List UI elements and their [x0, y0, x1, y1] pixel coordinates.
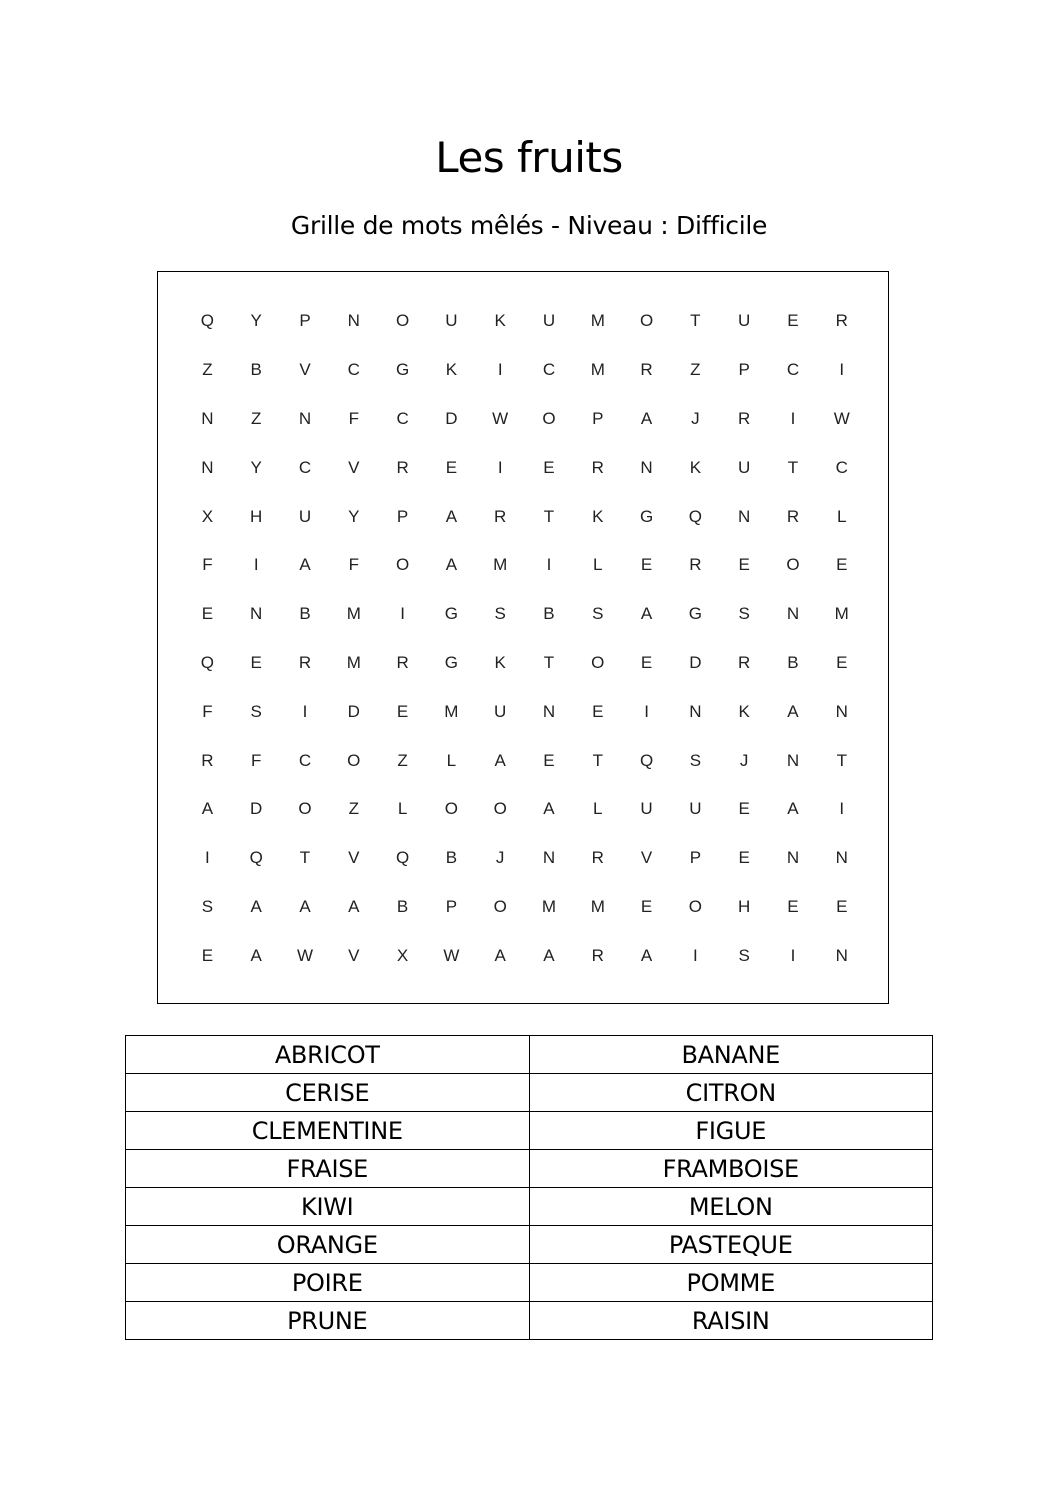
grid-letter[interactable]: Z [397, 750, 408, 770]
grid-letter[interactable]: L [446, 750, 457, 770]
grid-letter[interactable]: T [299, 848, 311, 868]
grid-letter[interactable]: N [640, 457, 653, 477]
grid-letter[interactable]: K [494, 311, 506, 331]
grid-letter[interactable]: O [639, 311, 654, 331]
grid-letter[interactable]: E [201, 945, 214, 965]
grid-letter[interactable]: E [738, 799, 750, 819]
word-list-item: PRUNE [126, 1302, 530, 1340]
grid-letter[interactable]: P [396, 506, 409, 526]
grid-letter[interactable]: Q [395, 848, 410, 868]
grid-letter[interactable]: E [543, 750, 555, 770]
grid-letter[interactable]: F [202, 555, 213, 575]
grid-letter[interactable]: R [298, 652, 312, 672]
grid-letter[interactable]: C [298, 750, 312, 770]
word-list-row [126, 1264, 933, 1302]
grid-letter[interactable]: I [302, 701, 308, 721]
grid-letter[interactable]: S [689, 750, 702, 770]
grid-letter[interactable]: E [396, 701, 409, 721]
grid-letter[interactable]: G [688, 604, 702, 624]
grid-letter[interactable]: Q [688, 506, 702, 526]
grid-letter[interactable]: P [299, 311, 311, 331]
grid-letter[interactable]: I [400, 604, 405, 624]
page-title: Les fruits [435, 133, 623, 182]
grid-letter[interactable]: A [445, 506, 458, 526]
grid-letter[interactable]: I [546, 555, 552, 575]
grid-letter[interactable]: K [445, 360, 458, 380]
grid-letter[interactable]: S [494, 604, 506, 624]
grid-letter[interactable]: E [640, 652, 653, 672]
grid-letter[interactable]: A [201, 799, 214, 819]
word-list-item: CERISE [126, 1074, 530, 1112]
grid-letter[interactable]: Z [202, 360, 213, 380]
grid-letter[interactable]: N [201, 408, 214, 428]
grid-letter[interactable]: D [250, 799, 263, 819]
word-list-row [126, 1150, 933, 1188]
grid-letter[interactable]: V [348, 457, 360, 477]
word-search-grid [183, 297, 866, 980]
grid-letter[interactable]: A [787, 701, 799, 721]
grid-letter[interactable]: Q [200, 652, 215, 672]
word-list-item: FRAISE [126, 1150, 530, 1188]
grid-letter[interactable]: S [738, 945, 750, 965]
grid-letter[interactable]: T [592, 750, 603, 770]
grid-letter[interactable]: E [836, 652, 848, 672]
grid-letter[interactable]: E [543, 457, 555, 477]
grid-letter[interactable]: A [299, 555, 311, 575]
grid-letter[interactable]: M [541, 896, 557, 916]
grid-letter[interactable]: T [543, 506, 555, 526]
grid-letter[interactable]: A [640, 408, 653, 428]
word-list-row [126, 1036, 933, 1074]
grid-letter[interactable]: E [640, 555, 653, 575]
grid-letter[interactable]: O [444, 799, 458, 819]
word-list-item: ABRICOT [126, 1036, 530, 1074]
grid-letter[interactable]: A [640, 604, 653, 624]
grid-letter[interactable]: T [836, 750, 847, 770]
grid-letter[interactable]: O [591, 652, 605, 672]
grid-letter[interactable]: S [250, 701, 262, 721]
grid-letter[interactable]: V [348, 848, 360, 868]
grid-letter[interactable]: Z [251, 408, 262, 428]
grid-letter[interactable]: L [593, 799, 603, 819]
grid-letter[interactable]: M [346, 652, 361, 672]
grid-letter[interactable]: P [738, 360, 750, 380]
grid-letter[interactable]: F [202, 701, 213, 721]
grid-letter[interactable]: E [836, 896, 848, 916]
grid-letter[interactable]: C [542, 360, 556, 380]
grid-letter[interactable]: M [493, 555, 508, 575]
grid-letter[interactable]: I [205, 848, 210, 868]
grid-letter[interactable]: Z [690, 360, 701, 380]
grid-letter[interactable]: N [835, 701, 848, 721]
grid-letter[interactable]: A [494, 945, 506, 965]
grid-letter[interactable]: E [445, 457, 458, 477]
grid-letter[interactable]: P [445, 896, 458, 916]
word-list-item: CITRON [529, 1074, 933, 1112]
grid-letter[interactable]: T [543, 652, 555, 672]
grid-letter[interactable]: R [591, 848, 604, 868]
grid-letter[interactable]: I [790, 945, 796, 965]
grid-letter[interactable]: N [542, 848, 556, 868]
grid-letter[interactable]: C [298, 457, 312, 477]
grid-letter[interactable]: R [201, 750, 214, 770]
grid-letter[interactable]: B [543, 604, 555, 624]
grid-letter[interactable]: O [542, 408, 556, 428]
grid-letter[interactable]: O [493, 799, 507, 819]
grid-letter[interactable]: T [787, 457, 799, 477]
grid-letter[interactable]: R [738, 408, 751, 428]
grid-letter[interactable]: B [299, 604, 311, 624]
grid-letter[interactable]: O [395, 311, 410, 331]
word-list-item: CLEMENTINE [126, 1112, 530, 1150]
grid-letter[interactable]: C [786, 360, 800, 380]
grid-letter[interactable]: I [839, 360, 845, 380]
grid-letter[interactable]: R [689, 555, 702, 575]
grid-letter[interactable]: K [689, 457, 702, 477]
grid-letter[interactable]: N [542, 701, 556, 721]
grid-letter[interactable]: F [348, 555, 359, 575]
grid-letter[interactable]: G [395, 360, 410, 380]
grid-letter[interactable]: O [347, 750, 361, 770]
grid-letter[interactable]: H [250, 506, 263, 526]
grid-letter[interactable]: H [738, 896, 751, 916]
grid-letter[interactable]: U [640, 799, 653, 819]
grid-letter[interactable]: E [592, 701, 604, 721]
grid-letter[interactable]: G [639, 506, 654, 526]
grid-letter[interactable]: E [787, 311, 799, 331]
word-list-table [125, 1035, 933, 1340]
word-list-item: RAISIN [529, 1302, 933, 1340]
grid-letter[interactable]: L [397, 799, 408, 819]
grid-letter[interactable]: C [835, 457, 848, 477]
grid-letter[interactable]: U [738, 311, 751, 331]
page-subtitle: Grille de mots mêlés - Niveau : Difficile [290, 211, 768, 240]
grid-letter[interactable]: R [396, 652, 409, 672]
grid-letter[interactable]: R [396, 457, 409, 477]
grid-letter[interactable]: S [738, 604, 750, 624]
grid-letter[interactable]: J [495, 848, 505, 868]
grid-letter[interactable]: D [689, 652, 702, 672]
grid-letter[interactable]: K [494, 652, 506, 672]
grid-letter[interactable]: O [786, 555, 800, 575]
grid-letter[interactable]: S [592, 604, 604, 624]
grid-letter[interactable]: M [590, 896, 605, 916]
grid-letter[interactable]: X [396, 945, 409, 965]
grid-letter[interactable]: R [738, 652, 751, 672]
grid-letter[interactable]: E [201, 604, 214, 624]
grid-letter[interactable]: N [786, 848, 800, 868]
word-list-item: MELON [529, 1188, 933, 1226]
grid-letter[interactable]: D [445, 408, 458, 428]
grid-letter[interactable]: A [640, 945, 653, 965]
grid-letter[interactable]: U [298, 506, 312, 526]
grid-letter[interactable]: N [201, 457, 214, 477]
word-list-row [126, 1226, 933, 1264]
grid-letter[interactable]: K [592, 506, 604, 526]
grid-letter[interactable]: G [444, 652, 458, 672]
grid-letter[interactable]: I [497, 457, 503, 477]
grid-letter[interactable]: F [348, 408, 359, 428]
grid-letter[interactable]: E [640, 896, 653, 916]
grid-letter[interactable]: Y [348, 506, 360, 526]
word-list-item: POIRE [126, 1264, 530, 1302]
word-list-item: FIGUE [529, 1112, 933, 1150]
grid-letter[interactable]: P [592, 408, 604, 428]
grid-letter[interactable]: F [251, 750, 262, 770]
grid-letter[interactable]: I [790, 408, 796, 428]
grid-letter[interactable]: U [494, 701, 507, 721]
grid-letter[interactable]: V [640, 848, 653, 868]
grid-letter[interactable]: R [640, 360, 653, 380]
grid-letter[interactable]: N [786, 604, 800, 624]
grid-letter[interactable]: B [445, 848, 458, 868]
grid-letter[interactable]: Q [639, 750, 654, 770]
grid-letter[interactable]: O [298, 799, 312, 819]
grid-letter[interactable]: B [396, 896, 409, 916]
grid-letter[interactable]: V [299, 360, 311, 380]
grid-letter[interactable]: O [688, 896, 702, 916]
grid-letter[interactable]: W [492, 408, 509, 428]
grid-letter[interactable]: N [738, 506, 751, 526]
word-list-row [126, 1112, 933, 1150]
grid-letter[interactable]: M [590, 360, 605, 380]
grid-letter[interactable]: A [250, 945, 262, 965]
grid-letter[interactable]: O [395, 555, 410, 575]
grid-letter[interactable]: G [444, 604, 458, 624]
word-list-row [126, 1074, 933, 1112]
grid-letter[interactable]: J [739, 750, 749, 770]
grid-letter[interactable]: Y [250, 311, 262, 331]
grid-letter[interactable]: I [839, 799, 845, 819]
grid-letter[interactable]: R [591, 945, 604, 965]
word-list-item: BANANE [529, 1036, 933, 1074]
grid-letter[interactable]: Y [250, 457, 262, 477]
grid-letter[interactable]: W [443, 945, 460, 965]
grid-letter[interactable]: R [494, 506, 507, 526]
grid-letter[interactable]: U [738, 457, 751, 477]
grid-letter[interactable]: K [738, 701, 750, 721]
grid-letter[interactable]: Q [249, 848, 263, 868]
grid-letter[interactable]: S [201, 896, 214, 916]
word-search-grid-frame [157, 271, 889, 1004]
grid-letter[interactable]: E [738, 555, 750, 575]
grid-letter[interactable]: C [347, 360, 360, 380]
grid-letter[interactable]: U [689, 799, 702, 819]
grid-letter[interactable]: Z [348, 799, 359, 819]
grid-letter[interactable]: I [253, 555, 259, 575]
word-list-item: KIWI [126, 1188, 530, 1226]
grid-letter[interactable]: I [644, 701, 649, 721]
grid-letter[interactable]: L [837, 506, 847, 526]
grid-letter[interactable]: R [591, 457, 604, 477]
grid-letter[interactable]: P [689, 848, 702, 868]
grid-letter[interactable]: A [250, 896, 262, 916]
grid-letter[interactable]: E [250, 652, 262, 672]
word-list-row [126, 1302, 933, 1340]
grid-letter[interactable]: B [250, 360, 262, 380]
grid-letter[interactable]: O [493, 896, 507, 916]
grid-letter[interactable]: E [787, 896, 799, 916]
grid-letter[interactable]: R [786, 506, 800, 526]
grid-letter[interactable]: U [445, 311, 458, 331]
grid-letter[interactable]: M [834, 604, 849, 624]
grid-letter[interactable]: I [497, 360, 503, 380]
grid-letter[interactable]: C [396, 408, 409, 428]
grid-letter[interactable]: Q [200, 311, 215, 331]
word-list-item: FRAMBOISE [529, 1150, 933, 1188]
grid-letter[interactable]: M [590, 311, 605, 331]
grid-letter[interactable]: L [593, 555, 603, 575]
grid-letter[interactable]: N [250, 604, 263, 624]
grid-letter[interactable]: N [347, 311, 360, 331]
grid-letter[interactable]: I [693, 945, 698, 965]
grid-letter[interactable]: A [787, 799, 799, 819]
grid-letter[interactable]: N [835, 945, 848, 965]
grid-letter[interactable]: A [445, 555, 458, 575]
word-list-item: PASTEQUE [529, 1226, 933, 1264]
grid-letter[interactable]: A [348, 896, 360, 916]
grid-letter[interactable]: A [494, 750, 506, 770]
grid-letter[interactable]: X [201, 506, 214, 526]
grid-letter[interactable]: J [691, 408, 700, 428]
grid-letter[interactable]: M [346, 604, 361, 624]
grid-letter[interactable]: A [299, 896, 311, 916]
grid-letter[interactable]: N [835, 848, 848, 868]
grid-letter[interactable]: A [543, 945, 555, 965]
grid-letter[interactable]: V [348, 945, 360, 965]
grid-letter[interactable]: U [542, 311, 556, 331]
word-list-row [126, 1188, 933, 1226]
grid-letter[interactable]: N [689, 701, 702, 721]
grid-letter[interactable]: E [738, 848, 750, 868]
word-list-item: POMME [529, 1264, 933, 1302]
grid-letter[interactable]: W [296, 945, 314, 965]
word-list-item: ORANGE [126, 1226, 530, 1264]
grid-letter[interactable]: B [787, 652, 799, 672]
grid-letter[interactable]: M [444, 701, 459, 721]
grid-letter[interactable]: R [835, 311, 848, 331]
grid-letter[interactable]: E [836, 555, 848, 575]
grid-letter[interactable]: W [833, 408, 850, 428]
grid-letter[interactable]: N [786, 750, 800, 770]
grid-letter[interactable]: A [543, 799, 555, 819]
grid-letter[interactable]: T [690, 311, 701, 331]
grid-letter[interactable]: N [298, 408, 312, 428]
grid-letter[interactable]: D [347, 701, 360, 721]
